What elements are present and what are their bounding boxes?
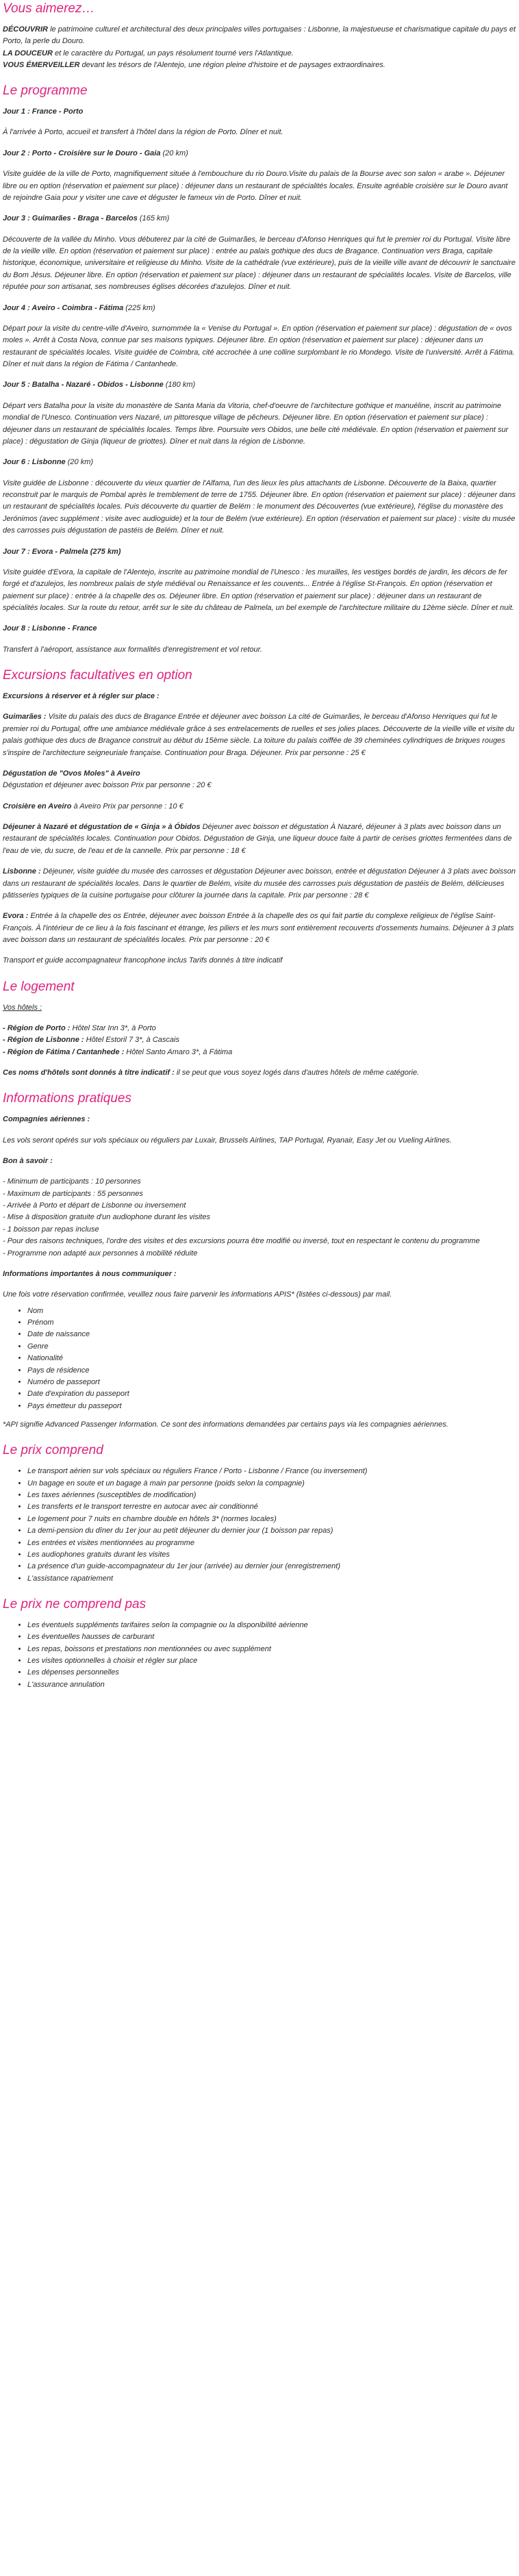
aims-line-text: devant les trésors de l'Alentejo, une région pleine d'histoire et de paysages extraordinaires. [79,60,385,69]
hotel-region: - Région de Fátima / Cantanhede : [3,1047,125,1056]
apis-list [3,1305,516,1412]
excluded-list [3,1620,516,1691]
day-text: À l'arrivée à Porto, accueil et transfert à l'hôtel dans la région de Porto. Dîner et nuit. [3,128,283,137]
included-item: • Les audiophones gratuits durant les visites [27,1549,516,1561]
day-block [3,106,516,148]
know-line: - Minimum de participants : 10 personnes [3,1177,141,1186]
day-title-line [3,546,516,558]
important-title: Informations importantes à nous communiquer : [3,1269,177,1278]
day-title: Jour 7 : Evora - Palmela (275 km) [3,547,121,556]
hotel-region: - Région de Lisbonne : [3,1036,84,1045]
excursion-text: Déjeuner avec boisson et dégustation À Nazaré, déjeuner à 3 plats avec boisson dans un restaurant de spécialités locales. Continuation pour Obidos. Dégustation de Ginja, une liqueur douce faite à partir de cerises griottes fermentées dans de l'eau de vie, du sucre, de l'eau et de la cannelle. Prix par personne : 18 € [3,823,512,855]
aims-section [3,1,516,71]
day-title-line [3,106,516,118]
apis-item: • Prénom [27,1317,516,1329]
aims-line-label: LA DOUCEUR [3,49,53,58]
included-title: Le prix comprend [3,1443,103,1458]
excursion-label: Guimarães : [3,713,47,722]
hotel-line [3,1034,516,1046]
excluded-item: • L'assurance annulation [27,1679,516,1691]
day-distance: (180 km) [163,381,196,390]
hotel-list [3,1023,516,1058]
day-text: Visite guidée d'Evora, la capitale de l'Alentejo, inscrite au patrimoine mondial de l'Unesco : les murailles, les vestiges bordés de jardin, les décors de fer forgé et d'azulejos, les nombreux palais de style médiéval ou Renaissance et les couvents... Entrée à l'église St-François. En option (réservation et paiement sur place) : entrée à la chapelle des os. Déjeuner libre. En option (réservation et paiement sur place) : déjeuner dans un restaurant de spécialités locales. Sur la route du retour, arrêt sur le site du château de Palmela, un bel exemple de l'architecture militaire du 12ème siècle. Dîner et nuit. [3,568,514,613]
day-text: Départ vers Batalha pour la visite du monastère de Santa Maria da Vitoria, chef-d'oeuvre de l'architecture gothique et manuéline, inscrit au patrimoine mondial de l'Unesco. Continuation vers Nazaré, un pittoresque village de pêcheurs. Déjeuner libre. En option (réservation et paiement sur place) : déjeuner dans un restaurant de spécialités locales. Temps libre. Poursuite vers Obidos, une belle cité médiévale. En option (réservation et paiement sur place) : dégustation de Ginja (liqueur de griottes). Dîner et nuit dans la région de Lisbonne. [3,401,509,446]
included-item: • L'assistance rapatriement [27,1573,516,1585]
excursion-item [3,821,516,857]
infos-section [3,1091,516,1431]
included-item: • Le logement pour 7 nuits en chambre double en hôtels 3* (normes locales) [27,1514,516,1525]
know-line: - Maximum de participants : 55 personnes [3,1189,143,1198]
excursion-item [3,910,516,946]
apis-item: • Numéro de passeport [27,1377,516,1388]
aims-line [3,60,516,71]
day-block [3,379,516,457]
day-distance: (20 km) [65,458,94,467]
day-title-line [3,213,516,225]
excursions-section [3,668,516,967]
know-line: - Mise à disposition gratuite d'un audiophone durant les visites [3,1213,210,1222]
included-item: • Les transferts et le transport terrestre en autocar avec air conditionné [27,1501,516,1513]
excursion-text: à Aveiro Prix par personne : 10 € [71,802,183,811]
excursion-item [3,711,516,759]
logement-section [3,980,516,1080]
day-text: Transfert à l'aéroport, assistance aux formalités d'enregistrement et vol retour. [3,645,262,654]
aims-line-label: VOUS ÉMERVEILLER [3,60,80,69]
hotel-region: - Région de Porto : [3,1023,71,1032]
excursion-label: Croisière en Aveiro [3,802,72,811]
day-title: Jour 5 : Batalha - Nazaré - Obidos - Lisbonne [3,381,164,390]
day-block [3,148,516,214]
important-text: Une fois votre réservation confirmée, veuillez nous faire parvenir les informations APIS* (listées ci-dessous) par mail. [3,1290,392,1299]
included-list [3,1466,516,1585]
know-line: - Pour des raisons techniques, l'ordre des visites et des excursions pourra être modifié ou inversé, tout en respectant le contenu du programme [3,1237,480,1246]
apis-item: • Genre [27,1341,516,1353]
excluded-item: • Les éventuels suppléments tarifaires selon la compagnie ou la disponibilité aérienne [27,1620,516,1631]
excursion-label: Déjeuner à Nazaré et dégustation de « Ginja » à Óbidos [3,823,201,832]
excluded-item: • Les éventuelles hausses de carburant [27,1631,516,1643]
excursion-label: Evora : [3,912,29,921]
logement-note [3,1067,516,1079]
aims-title: Vous aimerez… [3,1,95,16]
apis-item: • Date d'expiration du passeport [27,1388,516,1400]
excursions-intro: Excursions à réserver et à régler sur place : [3,692,160,701]
day-text: Découverte de la vallée du Minho. Vous débuterez par la cité de Guimarães, le berceau d'Afonso Henriques qui fut le premier roi du Portugal. Visite libre de la vieille ville. En option (réservation et paiement sur place) : entrée au palais gothique des ducs de Bragance. Continuation vers Braga, capitale historique, économique, universitaire et religieuse du Minho. Visite de la cathédrale (vue extérieure), puis de la vieille ville avant de découvrir le sanctuaire du Bom Jésus. Déjeuner libre. En option (réservation et paiement sur place) : déjeuner dans un restaurant de spécialités locales. Visite de Barcelos, ville réputée pour son artisanat, ses nombreuses églises décorées d'azulejos. Dîner et nuit. [3,235,516,292]
day-text: Visite guidée de Lisbonne : découverte du vieux quartier de l'Alfama, l'un des lieux les plus attachants de Lisbonne. Découverte de la Baixa, quartier reconstruit par le marquis de Pombal après le tremblement de terre de 1755. Déjeuner libre. En option (réservation et paiement sur place) : déjeuner dans un restaurant de spécialités locales. Puis découverte du quartier de Belém : le monument des Découvertes (vue extérieure), l'église du monastère des Jerónimos (avec supplément : visite avec audioguide) et la tour de Belém (vue extérieure). En option (réservation et paiement sur place) : visite du musée des carrosses puis dégustation de pastéis de Belém. Dîner et nuit. [3,479,516,535]
apis-item: • Pays émetteur du passeport [27,1401,516,1412]
excursion-text: Entrée à la chapelle des os Entrée, déjeuner avec boisson Entrée à la chapelle des os qui fait partie du complexe religieux de l'église Saint-François. À l'intérieur de ce lieu à la fois fascinant et étrange, les piliers et les murs sont entièrement recouverts d'ossements humains. Déjeuner à 3 plats avec boisson dans un restaurant de spécialités locales. Prix par personne : 20 € [3,912,514,945]
excursion-label: Dégustation de "Ovos Moles" à Aveiro [3,769,140,778]
programme-days [3,106,516,656]
day-title-line [3,148,516,160]
aims-line [3,48,516,60]
apis-item: • Nom [27,1305,516,1317]
programme-section [3,84,516,656]
excursion-item [3,768,516,792]
excursion-text: Dégustation et déjeuner avec boisson Prix par personne : 20 € [3,781,212,790]
included-item: • Les taxes aériennes (susceptibles de modification) [27,1490,516,1501]
day-distance: (20 km) [160,149,188,157]
day-title: Jour 2 : Porto - Croisière sur le Douro - Gaia [3,149,161,157]
apis-item: • Nationalité [27,1353,516,1364]
excursion-text: Déjeuner, visite guidée du musée des carrosses et dégustation Déjeuner avec boisson, entrée et dégustation Déjeuner à 3 plats avec boisson dans un restaurant de spécialités locales. Dans le quartier de Belém, visite du musée des carrosses puis dégustation de pastéis de Belém, délicieuses pâtisseries typiques de la cuisine portugaise pour clôturer la journée dans la capitale. Prix par personne : 28 € [3,867,516,900]
day-block [3,546,516,624]
infos-title: Informations pratiques [3,1091,131,1106]
excursions-note: Transport et guide accompagnateur francophone inclus Tarifs donnés à titre indicatif [3,956,283,965]
day-distance: (225 km) [123,303,155,312]
aims-line-text: et le caractère du Portugal, un pays résolument tourné vers l'Atlantique. [52,49,294,58]
know-title: Bon à savoir : [3,1156,53,1165]
excursion-item [3,866,516,902]
hotel-name: Hôtel Estoril 7 3*, à Cascais [84,1036,179,1045]
included-item: • La demi-pension du dîner du 1er jour au petit déjeuner du dernier jour (1 boisson par repas) [27,1525,516,1537]
apis-item: • Pays de résidence [27,1365,516,1377]
aims-line-text: le patrimoine culturel et architectural des deux principales villes portugaises : Lisbonne, la majestueuse et charismatique capitale du pays et Porto, la perle du Douro. [3,25,516,46]
excluded-item: • Les dépenses personnelles [27,1667,516,1679]
included-item: • Les entrées et visites mentionnées au programme [27,1538,516,1549]
know-list [3,1176,516,1260]
know-line: - 1 boisson par repas incluse [3,1225,99,1234]
day-block [3,213,516,302]
aims-line [3,24,516,48]
hotel-line [3,1047,516,1058]
day-text: Départ pour la visite du centre-ville d'Aveiro, surnommée la « Venise du Portugal ». En option (réservation et paiement sur place) : dégustation de « ovos moles ». Arrêt à Costa Nova, connue par ses maisons typiques. Déjeuner libre. En option (réservation et paiement sur place) : déjeuner dans un restaurant de spécialités locales. Visite guidée de Coimbra, cité accrochée à une colline surplombant le rio Mondego. Visite de l'université. Arrêt à Fátima. Dîner et nuit dans la région de Fátima / Cantanhede. [3,324,515,369]
day-title-line [3,303,516,314]
programme-title: Le programme [3,84,88,99]
apis-note: *API signifie Advanced Passenger Information. Ce sont des informations demandées par certains pays via les compagnies aériennes. [3,1420,448,1429]
know-line: - Programme non adapté aux personnes à mobilité réduite [3,1249,198,1258]
day-title-line [3,457,516,468]
day-title: Jour 6 : Lisbonne [3,458,66,467]
included-section [3,1443,516,1585]
included-item: • Le transport aérien sur vols spéciaux ou réguliers France / Porto - Lisbonne / France (ou inversement) [27,1466,516,1477]
day-block [3,457,516,546]
hotel-line [3,1023,516,1034]
day-title: Jour 8 : Lisbonne - France [3,624,97,633]
day-title-line [3,379,516,391]
day-block [3,623,516,656]
included-item: • Un bagage en soute et un bagage à main par personne (poids selon la compagnie) [27,1478,516,1490]
day-block [3,303,516,380]
excluded-item: • Les repas, boissons et prestations non mentionnées ou avec supplément [27,1644,516,1655]
logement-title: Le logement [3,979,75,994]
day-title-line [3,623,516,635]
airlines-text: Les vols seront opérés sur vols spéciaux ou réguliers par Luxair, Brussels Airlines, TAP Portugal, Ryanair, Easy Jet ou Vueling Airlines. [3,1136,452,1145]
aims-lines [3,24,516,72]
excluded-title: Le prix ne comprend pas [3,1597,147,1612]
logement-note-text: il se peut que vous soyez logés dans d'autres hôtels de même catégorie. [174,1069,420,1077]
know-line: - Arrivée à Porto et départ de Lisbonne ou inversement [3,1201,186,1210]
apis-item: • Date de naissance [27,1329,516,1340]
day-title: Jour 3 : Guimarães - Braga - Barcelos [3,214,138,223]
excursions-title: Excursions facultatives en option [3,668,192,683]
excluded-section [3,1597,516,1691]
hotel-name: Hôtel Santo Amaro 3*, à Fátima [124,1047,233,1056]
logement-note-label: Ces noms d'hôtels sont donnés à titre indicatif : [3,1069,175,1077]
logement-subtitle: Vos hôtels : [3,1003,42,1012]
day-title: Jour 1 : France - Porto [3,107,84,116]
day-title: Jour 4 : Aveiro - Coimbra - Fátima [3,303,124,312]
day-text: Visite guidée de la ville de Porto, magnifiquement située à l'embouchure du rio Douro.Visite du palais de la Bourse avec son salon « arabe ». Déjeuner libre ou en option (réservation et paiement sur place) : déjeuner dans un restaurant de spécialités locales. Ensuite agréable croisière sur le Douro avant de rejoindre Gaia pour y visiter une cave et déguster le fameux vin de Porto. Dîner et nuit. [3,170,508,202]
airlines-title: Compagnies aériennes : [3,1115,90,1124]
hotel-name: Hôtel Star Inn 3*, à Porto [70,1023,156,1032]
excluded-item: • Les visites optionnelles à choisir et régler sur place [27,1655,516,1667]
day-distance: (165 km) [137,214,170,223]
aims-line-label: DÉCOUVRIR [3,25,49,34]
excursion-items [3,711,516,955]
page [0,1,519,1718]
excursion-text: Visite du palais des ducs de Bragance Entrée et déjeuner avec boisson La cité de Guimarães, le berceau d'Afonso Henriques qui fut le premier roi du Portugal, offre une ambiance médiévale grâce à ses entrelacements de ruelles et ses jolies places. Découverte de la vieille ville et visite du palais gothique des ducs de Bragance construit au début du 15ème siècle. La toiture du palais coiffée de 39 cheminées cylindriques de briques rouges s'inspire de l'architecture seigneuriale française. Continuation pour Braga. Déjeuner. Prix par personne : 25 € [3,713,515,757]
excursion-item [3,801,516,813]
included-item: • La présence d'un guide-accompagnateur du 1er jour (arrivée) au dernier jour (enregistrement) [27,1561,516,1572]
excursion-label: Lisbonne : [3,867,41,876]
